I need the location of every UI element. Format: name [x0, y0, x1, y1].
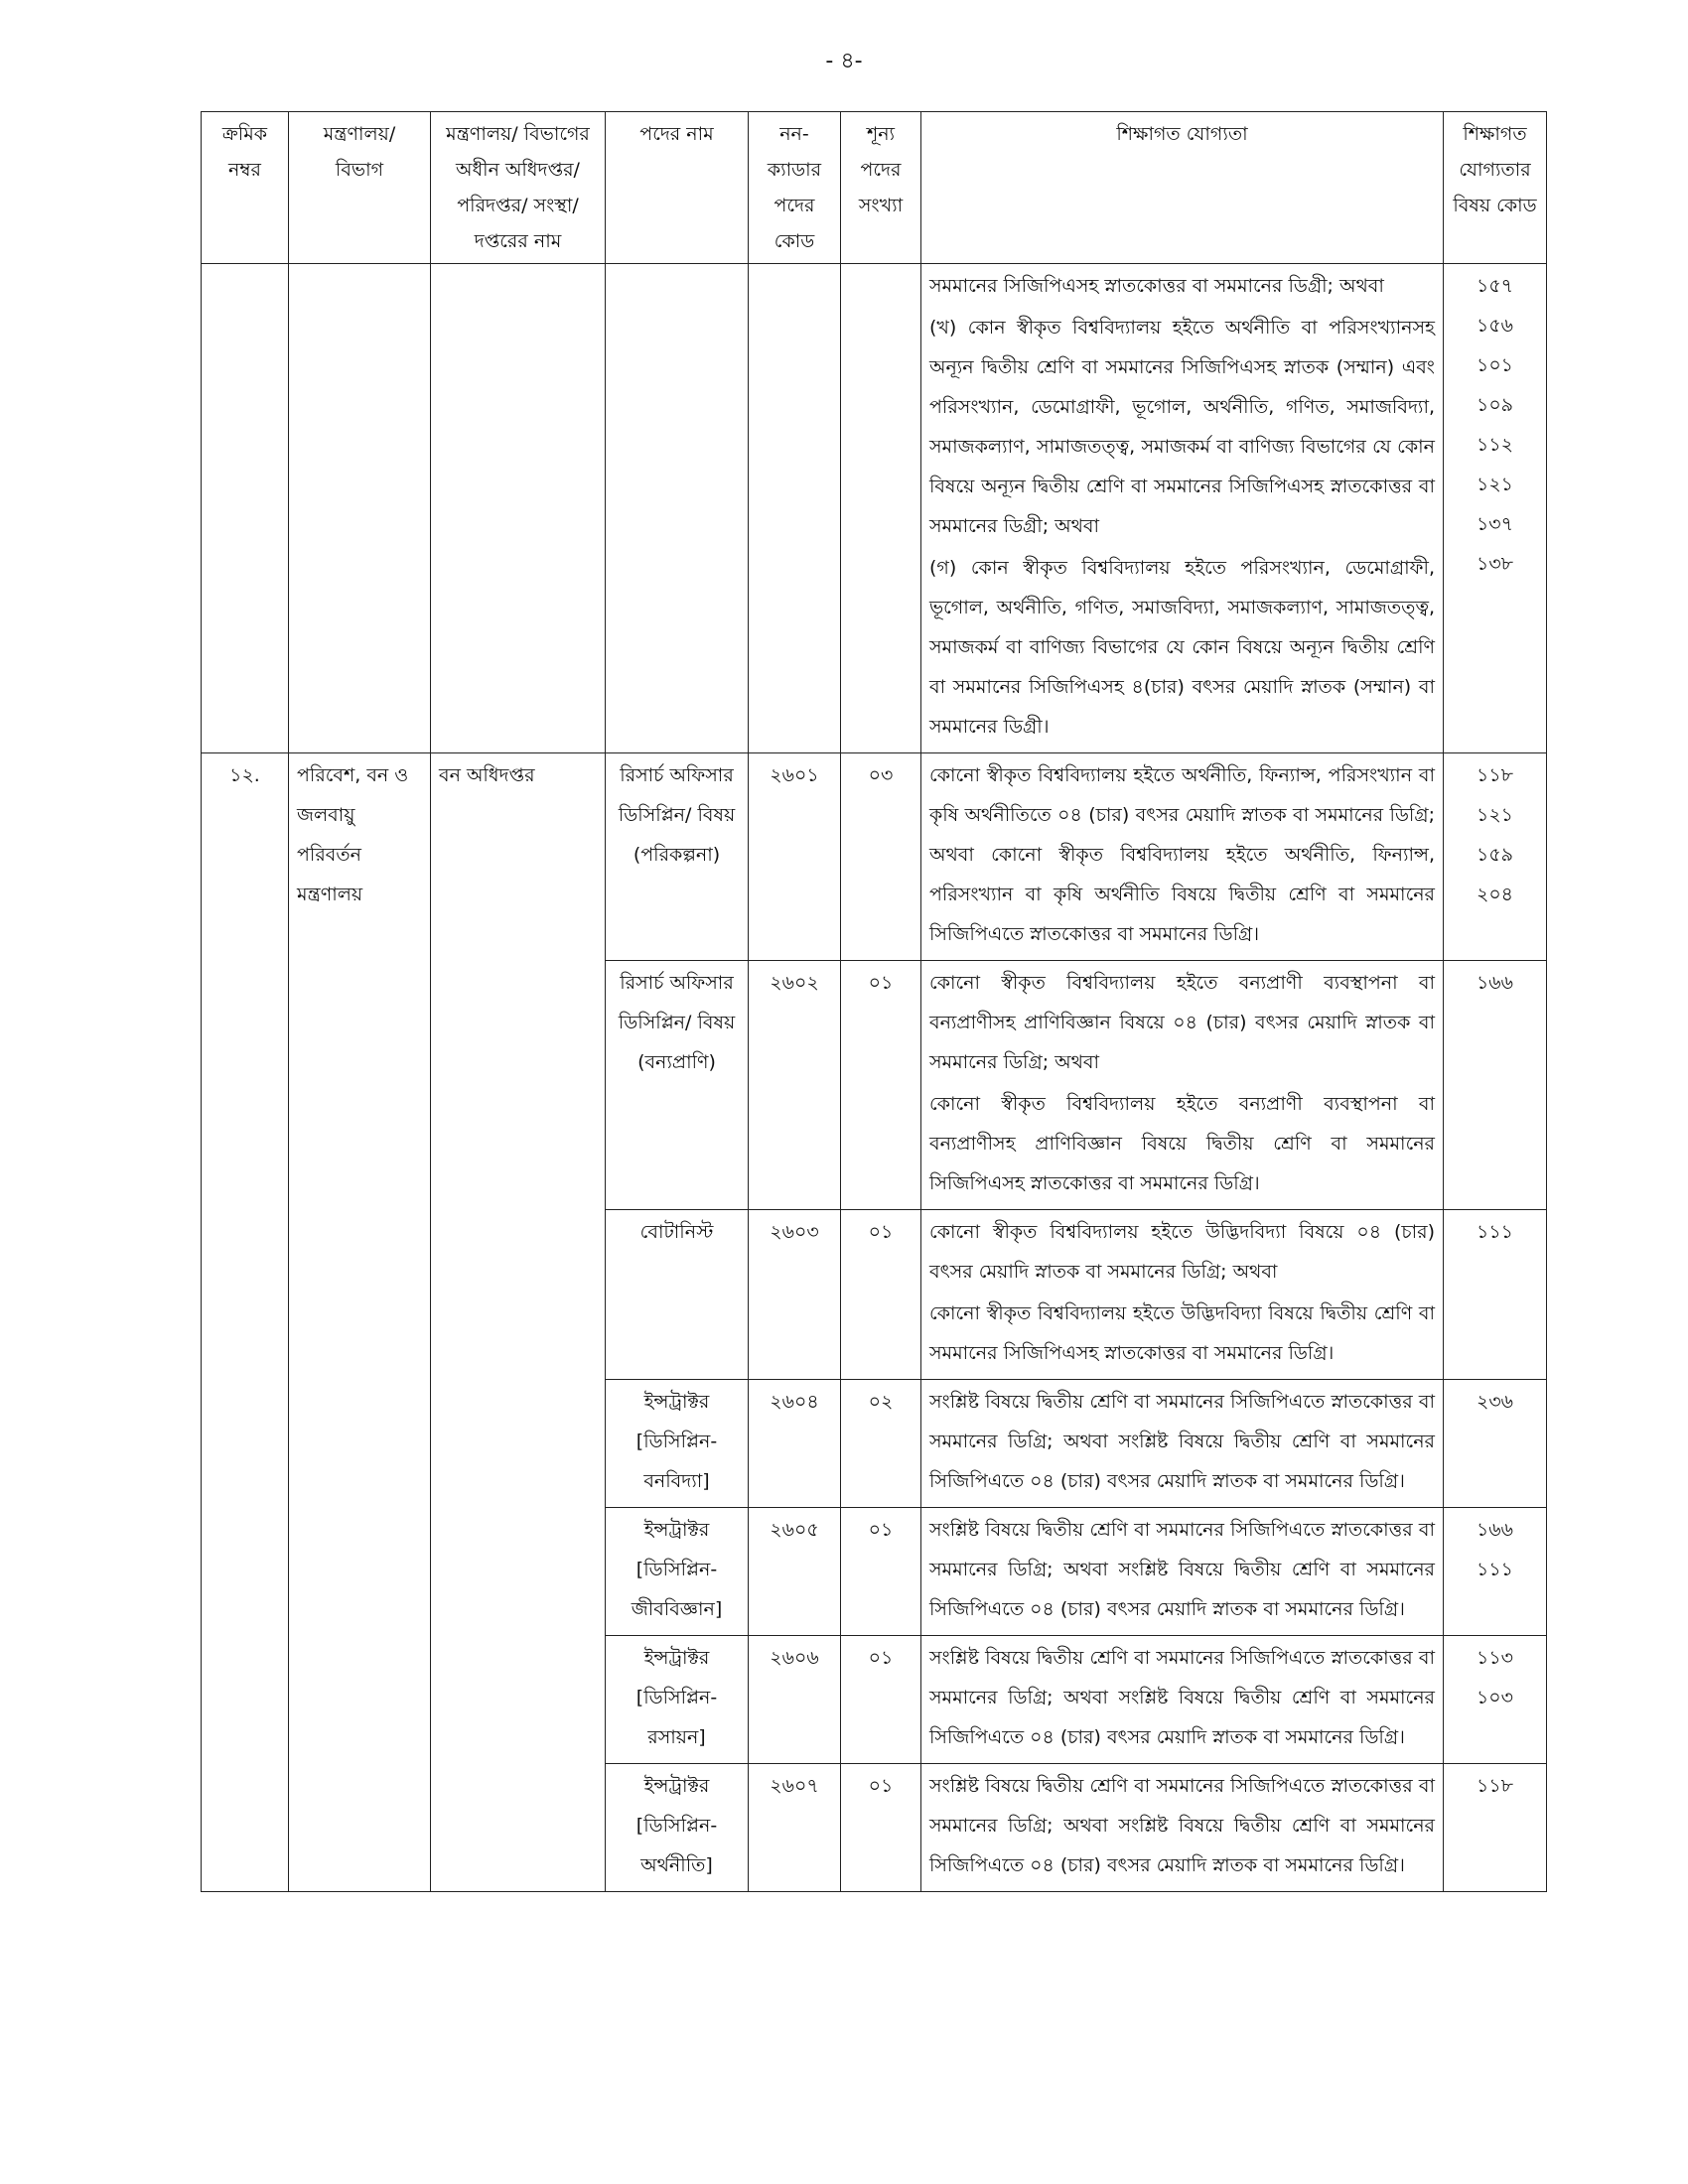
subject-code: ১১১ [1477, 1559, 1513, 1580]
noncadre-code-cell: ২৬০২ [749, 961, 841, 1210]
subject-code: ১১৮ [1477, 1775, 1513, 1797]
subject-code: ১১২ [1476, 434, 1513, 456]
header-vacancies: শূন্য পদের সংখ্যা [841, 112, 921, 264]
post-name-cell: বোটানিস্ট [606, 1210, 749, 1380]
qualification-cell [921, 1380, 1444, 1508]
subject-code: ১৩৮ [1476, 553, 1513, 575]
qualification-paragraph: (খ) কোন স্বীকৃত বিশ্ববিদ্যালয় হইতে অর্থনীতি বা পরিসংখ্যানসহ অন্যূন দ্বিতীয় শ্রেণি বা সমমানের সিজিপিএসহ স্নাতক (সম্মান) এবং পরিসংখ্যান, ডেমোগ্রাফী, ভূগোল, অর্থনীতি, গণিত, সমাজবিদ্যা, সমাজকল্যাণ, সামাজতত্ত্ব, সমাজকর্ম বা বাণিজ্য বিভাগের যে কোন বিষয়ে অন্যূন দ্বিতীয় শ্রেণি বা সমমানের সিজিপিএসহ স্নাতকোত্তর বা সমমানের ডিগ্রী; অথবা [929, 317, 1435, 537]
subject-codes-cell [1444, 1210, 1547, 1380]
subject-code: ১১৩ [1476, 1647, 1513, 1669]
qualification-cell [921, 753, 1444, 961]
post-name-cell: ইন্সট্রাক্টর [ডিসিপ্লিন- জীববিজ্ঞান] [606, 1508, 749, 1636]
qualification-paragraph: সংশ্লিষ্ট বিষয়ে দ্বিতীয় শ্রেণি বা সমমানের সিজিপিএতে স্নাতকোত্তর বা সমমানের ডিগ্রি; অথবা সংশ্লিষ্ট বিষয়ে দ্বিতীয় শ্রেণি বা সমমানের সিজিপিএতে ০৪ (চার) বৎসর মেয়াদি স্নাতক বা সমমানের ডিগ্রি। [929, 1647, 1435, 1748]
post-name-cell: রিসার্চ অফিসার ডিসিপ্লিন/ বিষয় (পরিকল্পনা) [606, 753, 749, 961]
subject-codes-cell [1444, 1764, 1547, 1892]
vacancy-cell: ০১ [841, 1210, 921, 1380]
header-subject-code: শিক্ষাগত যোগ্যতার বিষয় কোড [1444, 112, 1547, 264]
vacancy-cell: ০২ [841, 1380, 921, 1508]
qualification-cell [921, 264, 1444, 753]
post-name-cell: রিসার্চ অফিসার ডিসিপ্লিন/ বিষয় (বন্যপ্রাণি) [606, 961, 749, 1210]
header-department: মন্ত্রণালয়/ বিভাগের অধীন অধিদপ্তর/ পরিদপ্তর/ সংস্থা/ দপ্তরের নাম [431, 112, 606, 264]
table-row-continued [202, 264, 1547, 753]
qualification-cell [921, 1636, 1444, 1764]
vacancy-cell: ০১ [841, 961, 921, 1210]
header-noncadre-code: নন- ক্যাডার পদের কোড [749, 112, 841, 264]
subject-code: ১০১ [1476, 354, 1513, 376]
subject-code: ২৩৬ [1476, 1391, 1514, 1413]
noncadre-code-cell: ২৬০১ [749, 753, 841, 961]
subject-code: ১৬৬ [1476, 972, 1514, 994]
qualification-paragraph: কোনো স্বীকৃত বিশ্ববিদ্যালয় হইতে উদ্ভিদবিদ্যা বিষয়ে দ্বিতীয় শ্রেণি বা সমমানের সিজিপিএসহ স্নাতকোত্তর বা সমমানের ডিগ্রি। [929, 1302, 1435, 1364]
vacancy-cell: ০১ [841, 1508, 921, 1636]
post-name-cell: ইন্সট্রাক্টর [ডিসিপ্লিন- অর্থনীতি] [606, 1764, 749, 1892]
qualification-paragraph: কোনো স্বীকৃত বিশ্ববিদ্যালয় হইতে বন্যপ্রাণী ব্যবস্থাপনা বা বন্যপ্রাণীসহ প্রাণিবিজ্ঞান বিষয়ে ০৪ (চার) বৎসর মেয়াদি স্নাতক বা সমমানের ডিগ্রি; অথবা [929, 972, 1435, 1073]
subject-code: ১২১ [1476, 804, 1513, 826]
department-cell: বন অধিদপ্তর [431, 753, 606, 1892]
header-ministry: মন্ত্রণালয়/ বিভাগ [289, 112, 431, 264]
post-name-cell: ইন্সট্রাক্টর [ডিসিপ্লিন- রসায়ন] [606, 1636, 749, 1764]
qualification-paragraph: (গ) কোন স্বীকৃত বিশ্ববিদ্যালয় হইতে পরিসংখ্যান, ডেমোগ্রাফী, ভূগোল, অর্থনীতি, গণিত, সমাজবিদ্যা, সমাজকল্যাণ, সামাজতত্ত্ব, সমাজকর্ম বা বাণিজ্য বিভাগের যে কোন বিষয়ে অন্যূন দ্বিতীয় শ্রেণি বা সমমানের সিজিপিএসহ ৪(চার) বৎসর মেয়াদি স্নাতক (সম্মান) বা সমমানের ডিগ্রী। [929, 557, 1435, 738]
header-post-name: পদের নাম [606, 112, 749, 264]
qualification-paragraph: সংশ্লিষ্ট বিষয়ে দ্বিতীয় শ্রেণি বা সমমানের সিজিপিএতে স্নাতকোত্তর বা সমমানের ডিগ্রি; অথবা সংশ্লিষ্ট বিষয়ে দ্বিতীয় শ্রেণি বা সমমানের সিজিপিএতে ০৪ (চার) বৎসর মেয়াদি স্নাতক বা সমমানের ডিগ্রি। [929, 1775, 1435, 1876]
subject-code: ১১১ [1477, 1221, 1513, 1243]
subject-code: ২০৪ [1476, 884, 1514, 905]
recruitment-table [201, 111, 1547, 1892]
noncadre-code-cell: ২৬০৫ [749, 1508, 841, 1636]
subject-codes-cell [1444, 753, 1547, 961]
subject-code: ১৩৭ [1476, 513, 1514, 535]
subject-codes-cell [1444, 264, 1547, 753]
qualification-cell [921, 1508, 1444, 1636]
subject-codes-cell [1444, 1380, 1547, 1508]
qualification-paragraph: সমমানের সিজিপিএসহ স্নাতকোত্তর বা সমমানের ডিগ্রী; অথবা [929, 275, 1384, 297]
subject-codes-cell [1444, 1508, 1547, 1636]
subject-codes-cell [1444, 1636, 1547, 1764]
serial-cell: ১২. [202, 753, 289, 1892]
subject-code: ১০৯ [1476, 394, 1513, 416]
noncadre-code-cell: ২৬০৩ [749, 1210, 841, 1380]
header-qualification: শিক্ষাগত যোগ্যতা [921, 112, 1444, 264]
noncadre-code-cell: ২৬০৬ [749, 1636, 841, 1764]
table-row [202, 753, 1547, 961]
subject-code: ১৫৬ [1476, 315, 1513, 337]
vacancy-cell: ০১ [841, 1636, 921, 1764]
qualification-paragraph: কোনো স্বীকৃত বিশ্ববিদ্যালয় হইতে উদ্ভিদবিদ্যা বিষয়ে ০৪ (চার) বৎসর মেয়াদি স্নাতক বা সমমানের ডিগ্রি; অথবা [929, 1221, 1435, 1283]
qualification-cell [921, 1210, 1444, 1380]
subject-code: ১০৩ [1476, 1687, 1514, 1708]
subject-code: ১২১ [1476, 474, 1513, 495]
qualification-paragraph: কোনো স্বীকৃত বিশ্ববিদ্যালয় হইতে বন্যপ্রাণী ব্যবস্থাপনা বা বন্যপ্রাণীসহ প্রাণিবিজ্ঞান বিষয়ে দ্বিতীয় শ্রেণি বা সমমানের সিজিপিএসহ স্নাতকোত্তর বা সমমানের ডিগ্রি। [929, 1093, 1435, 1194]
post-name-cell: ইন্সট্রাক্টর [ডিসিপ্লিন- বনবিদ্যা] [606, 1380, 749, 1508]
qualification-paragraph: সংশ্লিষ্ট বিষয়ে দ্বিতীয় শ্রেণি বা সমমানের সিজিপিএতে স্নাতকোত্তর বা সমমানের ডিগ্রি; অথবা সংশ্লিষ্ট বিষয়ে দ্বিতীয় শ্রেণি বা সমমানের সিজিপিএতে ০৪ (চার) বৎসর মেয়াদি স্নাতক বা সমমানের ডিগ্রি। [929, 1391, 1435, 1492]
subject-code: ১৬৬ [1476, 1519, 1514, 1541]
qualification-cell [921, 1764, 1444, 1892]
qualification-cell [921, 961, 1444, 1210]
qualification-paragraph: সংশ্লিষ্ট বিষয়ে দ্বিতীয় শ্রেণি বা সমমানের সিজিপিএতে স্নাতকোত্তর বা সমমানের ডিগ্রি; অথবা সংশ্লিষ্ট বিষয়ে দ্বিতীয় শ্রেণি বা সমমানের সিজিপিএতে ০৪ (চার) বৎসর মেয়াদি স্নাতক বা সমমানের ডিগ্রি। [929, 1519, 1435, 1620]
header-serial: ক্রমিক নম্বর [202, 112, 289, 264]
table-header-row [202, 112, 1547, 264]
qualification-paragraph: কোনো স্বীকৃত বিশ্ববিদ্যালয় হইতে অর্থনীতি, ফিন্যান্স, পরিসংখ্যান বা কৃষি অর্থনীতিতে ০৪ (চার) বৎসর মেয়াদি স্নাতক বা সমমানের ডিগ্রি; অথবা কোনো স্বীকৃত বিশ্ববিদ্যালয় হইতে অর্থনীতি, ফিন্যান্স, পরিসংখ্যান বা কৃষি অর্থনীতি বিষয়ে দ্বিতীয় শ্রেণি বা সমমানের সিজিপিএতে স্নাতকোত্তর বা সমমানের ডিগ্রি। [929, 764, 1435, 945]
vacancy-cell: ০১ [841, 1764, 921, 1892]
subject-code: ১১৮ [1477, 764, 1513, 786]
subject-code: ১৫৯ [1477, 844, 1513, 866]
subject-codes-cell [1444, 961, 1547, 1210]
noncadre-code-cell: ২৬০৭ [749, 1764, 841, 1892]
page-number: - ৪- [825, 49, 863, 73]
ministry-cell: পরিবেশ, বন ও জলবায়ু পরিবর্তন মন্ত্রণালয় [289, 753, 431, 1892]
vacancy-cell: ০৩ [841, 753, 921, 961]
subject-code: ১৫৭ [1476, 275, 1513, 297]
noncadre-code-cell: ২৬০৪ [749, 1380, 841, 1508]
